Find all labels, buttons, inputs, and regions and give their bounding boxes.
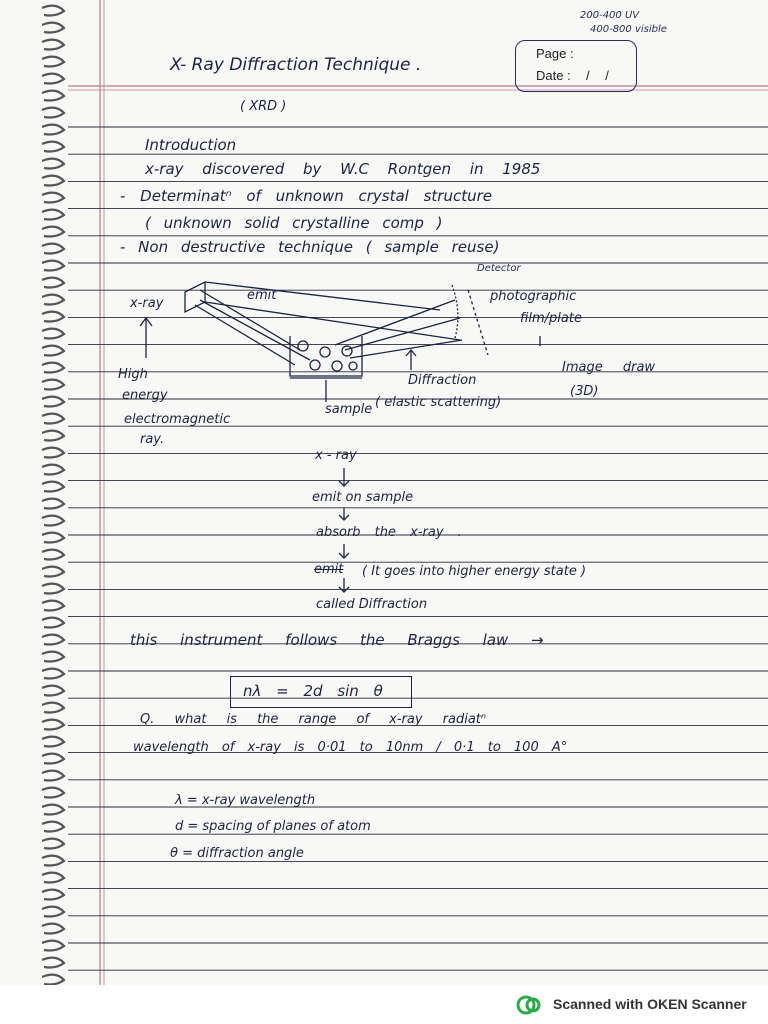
bragg-equation: nλ = 2d sin θ [243,682,383,700]
label-diffraction: Diffraction [408,373,477,388]
intro-line-discovery: x-ray discovered by W.C Rontgen in 1985 [145,160,541,178]
date-label: Date : [536,68,571,83]
label-ray: ray. [140,432,165,447]
question-text: Q. what is the range of x-ray radiatⁿ [140,712,487,727]
page-subtitle: ( XRD ) [240,99,287,114]
date-value: / / [586,68,615,83]
bragg-law-line: this instrument follows the Braggs law → [130,631,544,649]
flow-step-emit: emit on sample [312,490,414,505]
intro-line-determination: - Determinatⁿ of unknown crystal structure [120,187,493,205]
intro-heading: Introduction [145,136,237,154]
scanner-footer [0,985,768,1024]
legend-theta: θ = diffraction angle [170,846,304,861]
page-title: X- Ray Diffraction Technique . [170,55,422,75]
scanner-watermark: Scanned with OKEN Scanner [553,996,747,1012]
flow-step-note: ( It goes into higher energy state ) [362,564,587,579]
legend-lambda: λ = x-ray wavelength [175,793,316,808]
flow-step-absorb: absorb the x-ray . [316,525,462,540]
scanner-logo-icon [516,995,542,1015]
label-sample: sample [325,402,373,417]
label-electromagnetic: electromagnetic [124,412,231,427]
flow-step-diffraction: called Diffraction [316,597,428,612]
label-energy: energy [122,388,168,403]
corner-note-uv: 200-400 UV [580,10,640,21]
label-image-draw: Image draw [562,360,656,375]
label-xray: x-ray [130,296,164,311]
label-emit: emit [247,288,277,303]
flow-step-xray: x - ray [315,448,357,463]
intro-line-nondestructive: - Non destructive technique ( sample reuse) [120,238,500,256]
page-label: Page : [536,46,574,61]
label-film-plate: film/plate [520,311,582,326]
label-high: High [118,367,148,382]
flow-step-emit-struck: emit [314,562,344,577]
corner-note-visible: 400-800 visible [590,24,667,35]
label-elastic-scattering: ( elastic scattering) [375,395,502,410]
legend-d: d = spacing of planes of atom [175,819,371,834]
label-detector: Detector [477,263,521,274]
intro-line-unknown: ( unknown solid crystalline comp ) [145,214,443,232]
label-3d: (3D) [570,384,599,399]
label-photographic: photographic [490,289,577,304]
xray-source-shape [185,282,205,312]
answer-text: wavelength of x-ray is 0·01 to 10nm / 0·1 to 100 A° [133,740,568,755]
